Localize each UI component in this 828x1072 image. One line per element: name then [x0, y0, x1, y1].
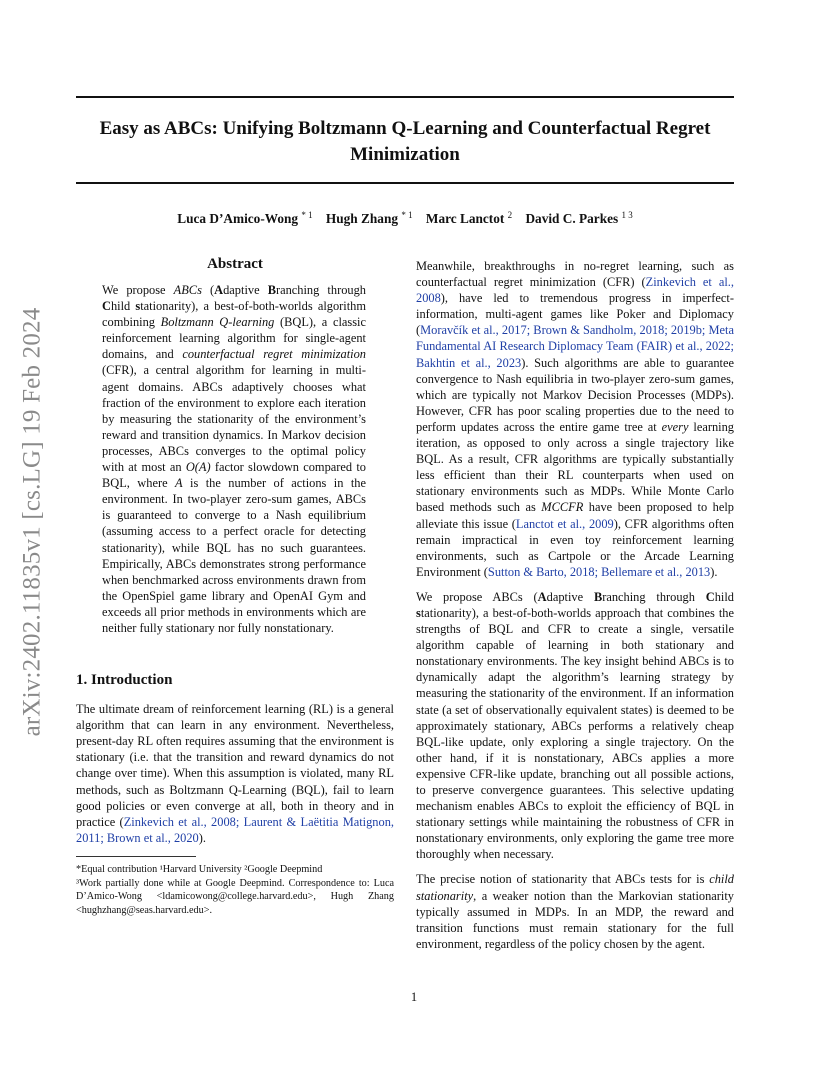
author [326, 211, 413, 226]
section-heading-introduction: 1. Introduction [76, 672, 173, 689]
author-affiliation: 1 3 [621, 210, 633, 220]
cfr-emphasis: counterfactual regret minimization [182, 347, 367, 362]
citation-link[interactable]: Zinkevich et al., 2008 [416, 275, 735, 306]
paper-title-line-1: Easy as ABCs: Unifying Boltzmann Q-Learning and Counterfactual Regret [99, 118, 711, 139]
footnote-divider [76, 856, 196, 857]
right-column [416, 258, 734, 961]
abcs-emphasis: ABCs [173, 283, 202, 297]
author-affiliation: 2 [507, 210, 513, 220]
footnote-affiliations: *Equal contribution ¹Harvard University ²Google Deepmind [76, 863, 323, 875]
every-emphasis: every [661, 419, 689, 434]
title-rule-bottom [76, 182, 734, 184]
citation-link[interactable]: Moravčík et al., 2017; Brown & Sandholm, 2018; 2019b; Meta Fundamental AI Research Diplomacy Team (FAIR) et al., 2022; Bakhtin et al., 2023 [416, 323, 734, 370]
math-o-of-a: O(A) [185, 460, 211, 475]
author [177, 211, 312, 226]
citation-link[interactable]: Sutton & Barto, 2018; Bellemare et al., 2013 [487, 564, 711, 579]
abstract-text: We propose ABCs (Adaptive Branching through Child stationarity), a best-of-both-worlds algorithm combining Boltzmann Q-learning (BQL), a classic reinforcement learning algorithm for single-agent domains, and counterfactual regret minimization (CFR), a central algorithm for learning in multi-agent domains. ABCs adaptively chooses what fraction of the environment to explore each iteration by measuring the stationarity of the environment’s reward and transition dynamics. In Markov decision processes, ABCs converges to the optimal policy with at most an O(A) factor slowdown compared to BQL, where A is the number of actions in the environment. In two-player zero-sum games, ABCs is guaranteed to converge to a Nash equilibrium (assuming access to a perfect oracle for detecting stationarity), while BQL has no such guarantees. Empirically, ABCs demonstrates strong performance when benchmarked across environments drawn from the OpenSpiel game library and OpenAI Gym and exceeds all prior methods in environments which are neither fully stationary nor fully nonstationary. [102, 283, 367, 635]
title-rule-top [76, 96, 734, 98]
footnotes [76, 863, 394, 917]
citation-link[interactable]: Lanctot et al., 2009 [515, 516, 614, 531]
author [426, 211, 512, 226]
author [525, 211, 632, 226]
paper-title-line-2: Minimization [350, 144, 460, 165]
left-column [76, 256, 394, 917]
author-name: David C. Parkes [525, 211, 619, 226]
paragraph-stationarity: The precise notion of stationarity that ABCs tests for is child stationarity, a weaker notion than the Markovian stationarity typically assumed in MDPs. In an MDP, the reward and transition functions must remain stationary for the full environment, regardless of the policy chosen by the agent. [416, 872, 734, 951]
author-name: Hugh Zhang [325, 211, 398, 226]
arxiv-identifier-text: arXiv:2402.11835v1 [cs.LG] 19 Feb 2024 [18, 307, 45, 737]
math-a: A [175, 476, 183, 491]
paper-title [76, 116, 734, 168]
citation-link[interactable]: Zinkevich et al., 2008; Laurent & Laëtitia Matignon, 2011; Brown et al., 2020 [76, 814, 394, 845]
abstract-heading: Abstract [207, 256, 263, 272]
paragraph-no-regret: Meanwhile, breakthroughs in no-regret learning, such as counterfactual regret minimization (CFR) (Zinkevich et al., 2008), have led to tremendous progress in imperfect-information, multi-agent games like Poker and Diplomacy (Moravčík et al., 2017; Brown & Sandholm, 2018; 2019b; Meta Fundamental AI Research Diplomacy Team (FAIR) et al., 2022; Bakhtin et al., 2023). Such algorithms are able to guarantee convergence to Nash equilibria in two-player zero-sum games, which are typically not Markov Decision Processes (MDPs). However, CFR has poor scaling properties due to the need to perform updates across the entire game tree at every learning iteration, as opposed to only across a single trajectory like BQL. As a result, CFR algorithms are typically substantially less efficient than their RL counterparts when used on stationary environments such as MDPs. While Monte Carlo based methods such as MCCFR have been proposed to help alleviate this issue (Lanctot et al., 2009), CFR algorithms often remain impractical in even toy reinforcement learning environments, such as Cartpole or the Arcade Learning Environment (Sutton & Barto, 2018; Bellemare et al., 2013). [416, 259, 735, 579]
author-list [76, 210, 734, 227]
page-number: 1 [410, 990, 418, 1004]
child-stationarity-emphasis: child stationarity [416, 872, 734, 903]
author-affiliation: * 1 [401, 210, 413, 220]
mccfr-emphasis: MCCFR [541, 500, 584, 515]
paragraph-we-propose: We propose ABCs (Adaptive Branching through Child stationarity), a best-of-both-worlds approach that combines the strengths of BQL and CFR to create a single, versatile algorithm capable of learning in both stationary and nonstationary environments. The key insight behind ABCs is to dynamically adapt the algorithm’s learning strategy by measuring the stationarity of the environment. If an information state (a set of observationally equivalent states) is deemed to be approximately stationary, ABCs performs a relatively cheap BQL-like update, only exploring a single trajectory. On the other hand, if it is nonstationary, ABCs applies a more expensive CFR-like update, branching out all possible actions, to preserve convergence guarantees. This selective updating mechanism enables ABCs to exploit the efficiency of BQL in stationary settings while maintaining the robustness of CFR in nonstationary environments, only exploring the game tree more thoroughly when necessary. [416, 589, 734, 862]
arxiv-identifier [6, 287, 58, 757]
intro-paragraph: The ultimate dream of reinforcement learning (RL) is a general algorithm that can learn in any environment. Nevertheless, present-day RL often requires assuming that the environment is stationary (i.e. that the transition and reward dynamics do not change over time). When this assumption is violated, many RL methods, such as Boltzmann Q-Learning (BQL), fail to learn good policies or even converge at all, both in theory and in practice (Zinkevich et al., 2008; Laurent & Laëtitia Matignon, 2011; Brown et al., 2020). [76, 702, 394, 845]
author-name: Luca D’Amico-Wong [177, 211, 299, 226]
bql-emphasis: Boltzmann Q-learning [160, 315, 275, 330]
author-name: Marc Lanctot [425, 211, 505, 226]
author-affiliation: * 1 [301, 210, 313, 220]
footnote-correspondence: ³Work partially done while at Google Deepmind. Correspondence to: Luca D’Amico-Wong <ldamicowong@college.harvard.edu>, Hugh Zhang <hughzhang@seas.harvard.edu>. [76, 877, 394, 916]
